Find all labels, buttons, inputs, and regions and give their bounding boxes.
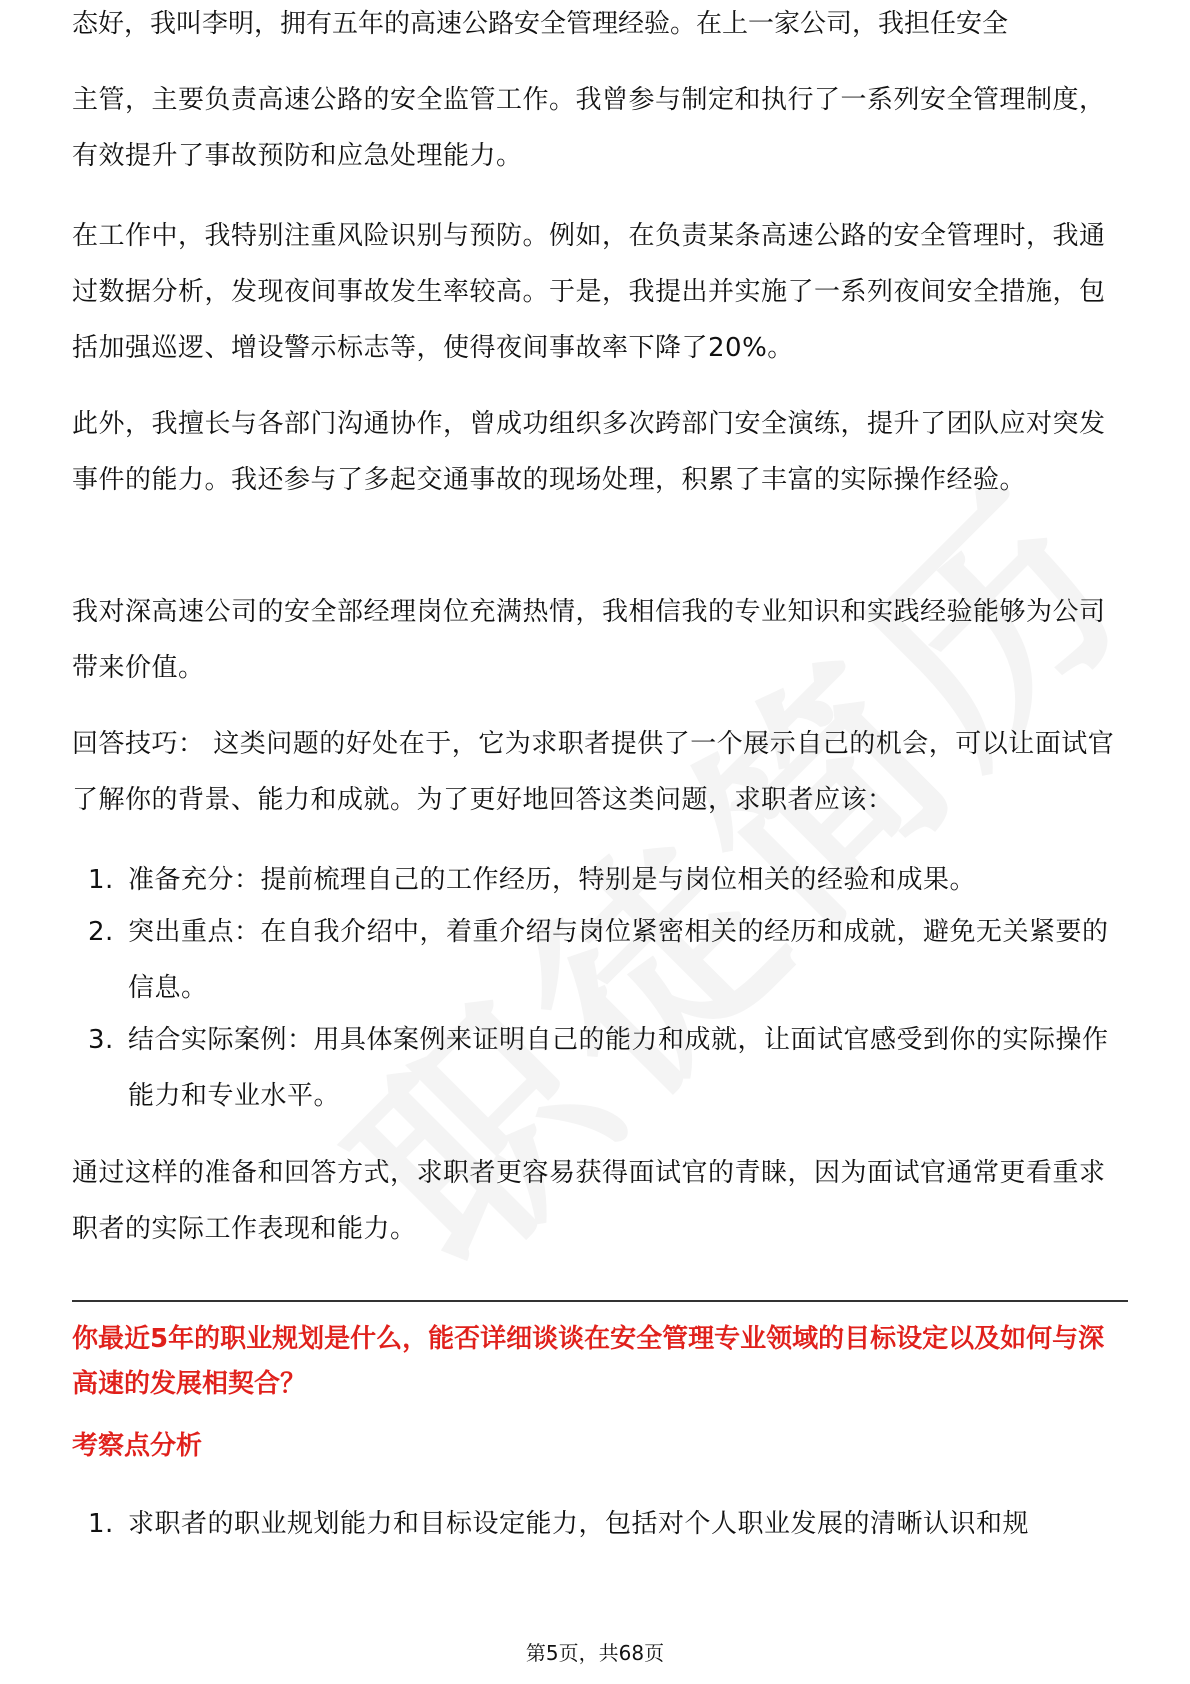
list-number: 2. xyxy=(88,917,114,947)
list-number: 1. xyxy=(88,865,114,895)
section-divider xyxy=(72,1300,1128,1302)
list-text: 突出重点：在自我介绍中，着重介绍与岗位紧密相关的经历和成就，避免无关紧要的信息。 xyxy=(128,917,1109,1003)
list-number: 3. xyxy=(88,1025,114,1055)
cut-off-text-line xyxy=(72,9,1128,49)
paragraph-motivation: 我对深高速公司的安全部经理岗位充满热情，我相信我的专业知识和实践经验能够为公司带来价值。 xyxy=(72,597,1106,683)
page-footer: 第5页，共68页 xyxy=(525,1641,665,1665)
paragraph-risk-prevention: 在工作中，我特别注重风险识别与预防。例如，在负责某条高速公路的安全管理时，我通过数据分析，发现夜间事故发生率较高。于是，我提出并实施了一系列夜间安全措施，包括加强巡逻、增设警示标志等，使得夜间事故率下降了20%。 xyxy=(72,221,1106,363)
cut-off-text: 态好，我叫李明，拥有五年的高速公路安全管理经验。在上一家公司，我担任安全 xyxy=(72,9,1009,39)
analysis-list-item xyxy=(72,1496,1128,1552)
interview-question: 你最近5年的职业规划是什么，能否详细谈谈在安全管理专业领域的目标设定以及如何与深高速的发展相契合？ xyxy=(72,1324,1105,1399)
analysis-heading: 考察点分析 xyxy=(72,1431,203,1461)
paragraph-experience: 主管，主要负责高速公路的安全监管工作。我曾参与制定和执行了一系列安全管理制度，有效提升了事故预防和应急处理能力。 xyxy=(72,85,1106,171)
list-number: 1. xyxy=(88,1509,114,1539)
list-text: 结合实际案例：用具体案例来证明自己的能力和成就，让面试官感受到你的实际操作能力和专业水平。 xyxy=(128,1025,1109,1111)
paragraph-collaboration: 此外，我擅长与各部门沟通协作，曾成功组织多次跨部门安全演练，提升了团队应对突发事件的能力。我还参与了多起交通事故的现场处理，积累了丰富的实际操作经验。 xyxy=(72,409,1106,495)
list-text: 准备充分：提前梳理自己的工作经历，特别是与岗位相关的经验和成果。 xyxy=(128,865,977,895)
paragraph-answer-tips: 回答技巧： 这类问题的好处在于，它为求职者提供了一个展示自己的机会，可以让面试官了解你的背景、能力和成就。为了更好地回答这类问题，求职者应该： xyxy=(72,729,1115,815)
list-text: 求职者的职业规划能力和目标设定能力，包括对个人职业发展的清晰认识和规 xyxy=(128,1509,1030,1539)
paragraph-closing: 通过这样的准备和回答方式，求职者更容易获得面试官的青睐，因为面试官通常更看重求职者的实际工作表现和能力。 xyxy=(72,1158,1106,1244)
